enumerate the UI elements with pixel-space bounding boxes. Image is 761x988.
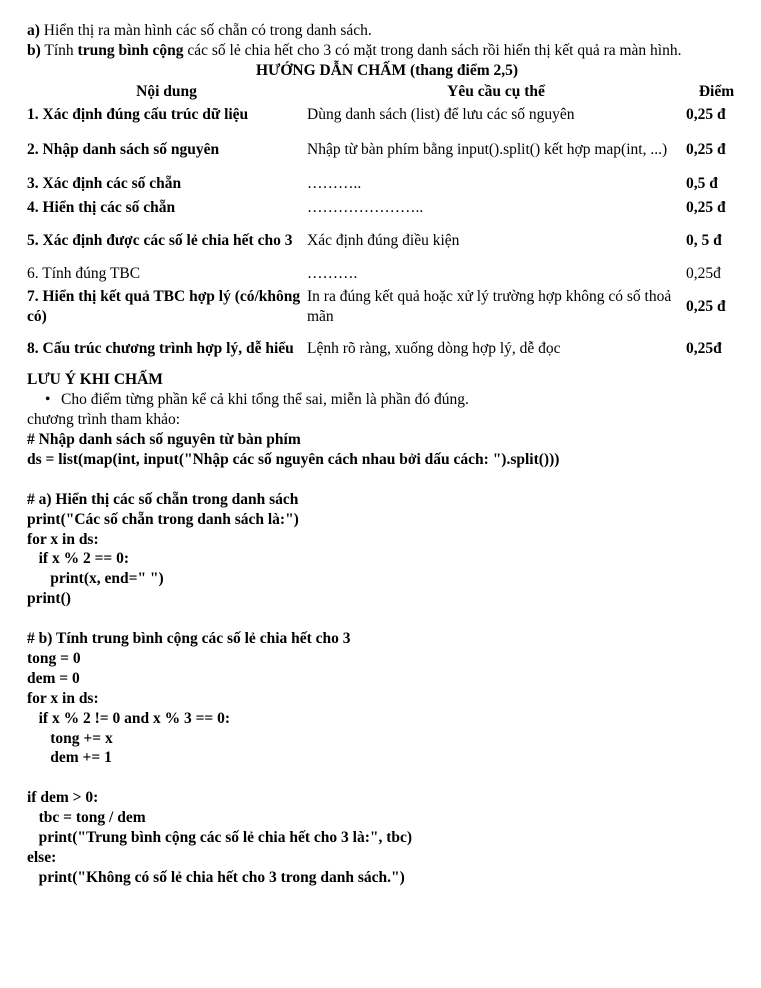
question-a-text: Hiển thị ra màn hình các số chẵn có trong danh sách. bbox=[39, 22, 372, 39]
table-row bbox=[27, 103, 747, 127]
code-line: tong = 0 bbox=[27, 649, 81, 667]
notes-bullet-text: Cho điểm từng phần kể cả khi tổng thể sai, miễn là phần đó đúng. bbox=[61, 391, 469, 408]
code-line: else: bbox=[27, 848, 57, 866]
question-b bbox=[27, 41, 747, 61]
code-line: dem = 0 bbox=[27, 669, 80, 687]
row-requirement: Lệnh rõ ràng, xuống dòng hợp lý, dễ đọc bbox=[307, 340, 561, 357]
code-line: ds = list(map(int, input("Nhập các số nguyên cách nhau bởi dấu cách: ").split())) bbox=[27, 450, 560, 468]
row-score: 0,25 đ bbox=[686, 199, 726, 216]
row-content: 5. Xác định được các số lẻ chia hết cho 3 bbox=[27, 232, 293, 249]
document-page bbox=[27, 21, 747, 888]
header-score: Điểm bbox=[698, 83, 735, 100]
code-line: print() bbox=[27, 590, 71, 608]
question-a-label: a) bbox=[27, 22, 40, 39]
code-line: # b) Tính trung bình cộng các số lẻ chia hết cho 3 bbox=[27, 630, 351, 648]
row-score: 0,25 đ bbox=[686, 140, 726, 158]
code-line: print("Trung bình cộng các số lẻ chia hết cho 3 là:", tbc) bbox=[27, 829, 413, 847]
grading-table-header bbox=[27, 81, 747, 103]
row-content: 8. Cấu trúc chương trình hợp lý, dễ hiểu bbox=[27, 340, 294, 357]
table-row bbox=[27, 196, 747, 220]
notes-heading: LƯU Ý KHI CHẤM bbox=[27, 371, 163, 388]
code-line: if x % 2 == 0: bbox=[27, 550, 130, 568]
code-line: if dem > 0: bbox=[27, 789, 99, 807]
question-a bbox=[27, 21, 747, 41]
question-b-text-1: Tính bbox=[40, 42, 78, 59]
code-line: # a) Hiển thị các số chẵn trong danh sách bbox=[27, 490, 299, 508]
bullet-icon: • bbox=[45, 391, 51, 408]
code-line: dem += 1 bbox=[27, 749, 112, 767]
row-score: 0,25đ bbox=[686, 340, 722, 357]
row-content: 7. Hiển thị kết quả TBC hợp lý (có/không có) bbox=[27, 288, 301, 325]
row-content: 6. Tính đúng TBC bbox=[27, 265, 141, 282]
row-score: 0,25 đ bbox=[686, 298, 726, 315]
table-row bbox=[27, 262, 747, 286]
header-content: Nội dung bbox=[136, 83, 197, 100]
row-content: 2. Nhập danh sách số nguyên bbox=[27, 140, 220, 158]
row-requirement: Nhập từ bàn phím bằng input().split() kết hợp map(int, ...) bbox=[307, 140, 668, 158]
row-score: 0, 5 đ bbox=[686, 232, 722, 249]
row-score: 0,5 đ bbox=[686, 175, 718, 192]
row-content: 4. Hiển thị các số chẵn bbox=[27, 199, 176, 216]
row-score: 0,25đ bbox=[686, 265, 721, 282]
notes-bullet bbox=[27, 390, 747, 410]
code-block bbox=[27, 430, 747, 888]
row-requirement: Xác định đúng điều kiện bbox=[307, 232, 460, 249]
question-b-bold: trung bình cộng bbox=[77, 42, 184, 59]
code-line: print("Các số chẵn trong danh sách là:") bbox=[27, 510, 299, 528]
code-blank-line bbox=[27, 609, 747, 629]
table-row bbox=[27, 172, 747, 196]
question-b-label: b) bbox=[27, 42, 41, 59]
guide-title: HƯỚNG DẪN CHẤM (thang điểm 2,5) bbox=[255, 62, 519, 79]
row-content: 3. Xác định các số chẵn bbox=[27, 175, 182, 192]
row-content: 1. Xác định đúng cấu trúc dữ liệu bbox=[27, 106, 249, 123]
code-line: tong += x bbox=[27, 729, 113, 747]
row-requirement: ……….. bbox=[307, 175, 362, 192]
table-row bbox=[27, 127, 747, 172]
code-line: for x in ds: bbox=[27, 689, 99, 707]
code-line: for x in ds: bbox=[27, 530, 99, 548]
table-row bbox=[27, 286, 747, 328]
code-line: print("Không có số lẻ chia hết cho 3 trong danh sách.") bbox=[27, 868, 405, 886]
question-b-text-2: các số lẻ chia hết cho 3 có mặt trong danh sách rồi hiển thị kết quả ra màn hình. bbox=[183, 42, 682, 59]
code-line: # Nhập danh sách số nguyên từ bàn phím bbox=[27, 431, 301, 448]
code-blank-line bbox=[27, 470, 747, 490]
program-label: chương trình tham khảo: bbox=[27, 411, 181, 428]
code-line: if x % 2 != 0 and x % 3 == 0: bbox=[27, 709, 231, 727]
row-requirement: In ra đúng kết quả hoặc xử lý trường hợp không có số thoả mãn bbox=[307, 288, 672, 325]
row-score: 0,25 đ bbox=[686, 106, 726, 123]
grading-table bbox=[27, 81, 747, 370]
row-requirement: ………. bbox=[307, 265, 358, 282]
table-row bbox=[27, 220, 747, 262]
code-line: print(x, end=" ") bbox=[27, 570, 164, 588]
row-requirement: Dùng danh sách (list) để lưu các số nguyên bbox=[307, 106, 575, 123]
code-line: tbc = tong / dem bbox=[27, 809, 146, 827]
header-requirement: Yêu cầu cụ thể bbox=[447, 83, 545, 100]
table-row bbox=[27, 328, 747, 370]
row-requirement: ………………….. bbox=[307, 199, 424, 216]
code-blank-line bbox=[27, 768, 747, 788]
